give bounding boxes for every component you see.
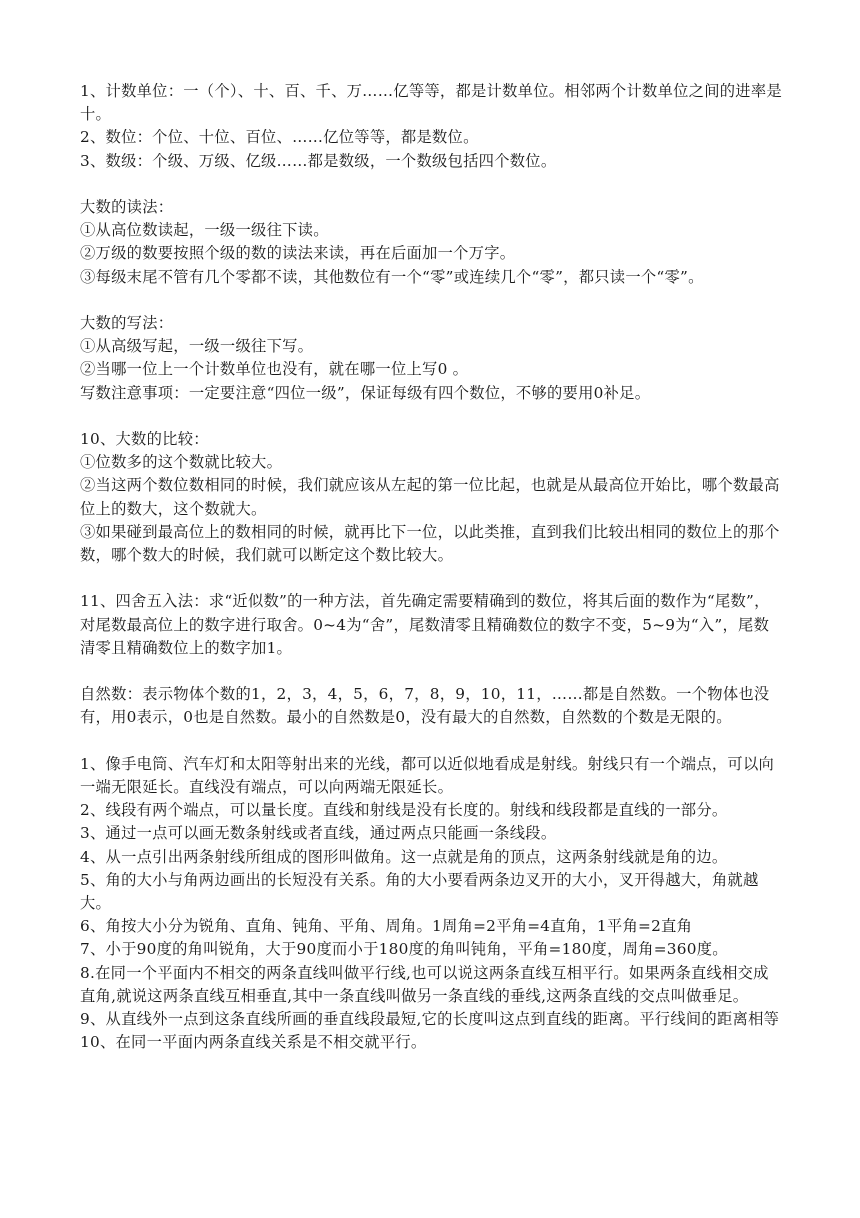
document-body — [80, 80, 782, 1054]
section-heading: 10、大数的比较： — [80, 430, 209, 448]
paragraph: 3、通过一点可以画无数条射线或者直线，通过两点只能画一条线段。 — [80, 824, 557, 843]
section-rounding — [80, 590, 782, 660]
paragraph: 5、角的大小与角两边画出的长短没有关系。角的大小要看两条边叉开的大小，叉开得越大，角就越大。 — [80, 870, 759, 913]
paragraph: ①从高级写起，一级一级往下写。 — [80, 337, 314, 356]
paragraph: 6、角按大小分为锐角、直角、钝角、平角、周角。1周角=2平角=4直角，1平角=2直角 — [80, 917, 693, 936]
paragraph: ②万级的数要按照个级的数的读法来读，再在后面加一个万字。 — [80, 244, 516, 263]
paragraph: ①从高位数读起，一级一级往下读。 — [80, 221, 329, 240]
section-lines-and-angles — [80, 753, 782, 1055]
paragraph: 写数注意事项：一定要注意“四位一级”，保证每级有四个数位，不够的要用0补足。 — [80, 383, 651, 402]
paragraph: 自然数：表示物体个数的1，2，3，4，5，6，7，8，9，10，11，……都是自然数。一个物体也没有，用0表示，0也是自然数。最小的自然数是0，没有最大的自然数，自然数的个数是无限的。 — [80, 685, 770, 727]
spacer — [80, 567, 782, 590]
paragraph: ③每级末尾不管有几个零都不读，其他数位有一个“零”或连续几个“零”，都只读一个“零”。 — [80, 267, 704, 286]
section-comparing-numbers — [80, 428, 782, 567]
spacer — [80, 289, 782, 312]
paragraph: ③如果碰到最高位上的数相同的时候，就再比下一位，以此类推，直到我们比较出相同的数位上的那个数，哪个数大的时候，我们就可以断定这个数比较大。 — [80, 522, 780, 565]
paragraph: ①位数多的这个数就比较大。 — [80, 453, 283, 472]
paragraph: 2、线段有两个端点，可以量长度。直线和射线是没有长度的。射线和线段都是直线的一部分。 — [80, 801, 728, 820]
section-natural-numbers — [80, 683, 782, 729]
paragraph: ②当这两个数位数相同的时候，我们就应该从左起的第一位比起，也就是从最高位开始比，哪个数最高位上的数大，这个数就大。 — [80, 476, 780, 518]
paragraph: 2、数位：个位、十位、百位、……亿位等等，都是数位。 — [80, 128, 479, 147]
paragraph: 1、像手电筒、汽车灯和太阳等射出来的光线，都可以近似地看成是射线。射线只有一个端点，可以向一端无限延长。直线没有端点，可以向两端无限延长。 — [80, 754, 775, 796]
section-counting-units — [80, 80, 782, 173]
section-reading-large-numbers — [80, 196, 782, 289]
paragraph: 3、数级：个级、万级、亿级……都是数级，一个数级包括四个数位。 — [80, 151, 557, 170]
spacer — [80, 405, 782, 428]
section-heading: 大数的读法： — [80, 198, 174, 216]
section-heading: 大数的写法： — [80, 314, 174, 332]
paragraph: 9、从直线外一点到这条直线所画的垂直线段最短,它的长度叫这点到直线的距离。平行线间的距离相等 — [80, 1010, 780, 1029]
paragraph: 11、四舍五入法：求“近似数”的一种方法，首先确定需要精确到的数位，将其后面的数作为“尾数”，对尾数最高位上的数字进行取舍。0~4为“舍”，尾数清零且精确数位的数字不变，5~9为“入”，尾数清零且精确数位上的数字加1。 — [80, 592, 770, 657]
spacer — [80, 660, 782, 683]
paragraph: 7、小于90度的角叫锐角，大于90度而小于180度的角叫钝角，平角=180度，周角=360度。 — [80, 940, 728, 959]
paragraph: ②当哪一位上一个计数单位也没有，就在哪一位上写0 。 — [80, 360, 469, 379]
paragraph: 4、从一点引出两条射线所组成的图形叫做角。这一点就是角的顶点，这两条射线就是角的边。 — [80, 847, 728, 866]
paragraph: 1、计数单位：一（个）、十、百、千、万……亿等等，都是计数单位。相邻两个计数单位之间的进率是十。 — [80, 82, 782, 124]
spacer — [80, 730, 782, 753]
section-writing-large-numbers — [80, 312, 782, 405]
paragraph: 8.在同一个平面内不相交的两条直线叫做平行线,也可以说这两条直线互相平行。如果两条直线相交成直角,就说这两条直线互相垂直,其中一条直线叫做另一条直线的垂线,这两条直线的交点叫做垂足。 — [80, 963, 769, 1005]
spacer — [80, 173, 782, 196]
paragraph: 10、在同一平面内两条直线关系是不相交就平行。 — [80, 1033, 427, 1052]
